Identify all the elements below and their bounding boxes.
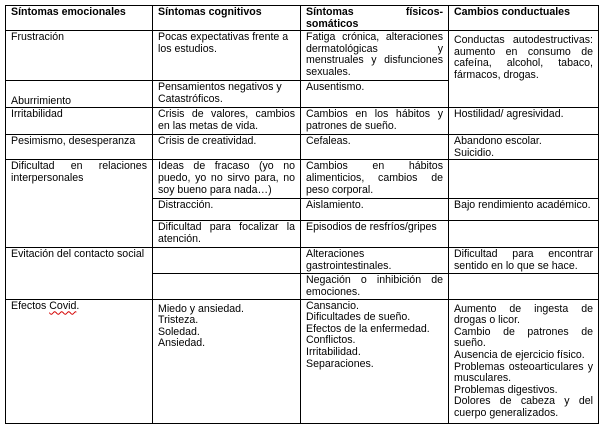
symptoms-table xyxy=(5,5,599,424)
cell-fisico: Aislamiento. xyxy=(301,199,449,221)
text-line: Cansancio. xyxy=(306,299,359,312)
cell-conductual: Dificultad para encontrar sentido en lo que se hace. xyxy=(449,248,599,274)
text-line: Aumento de ingesta de drogas o licor. xyxy=(454,302,593,327)
table-row xyxy=(6,299,599,423)
text-line: Tristeza. xyxy=(158,314,199,327)
cell-fisico: Alteraciones gastrointestinales. xyxy=(301,248,449,274)
cell-cognitivo: Crisis de creatividad. xyxy=(153,135,301,160)
table-row xyxy=(6,135,599,160)
text-fragment: . xyxy=(76,299,80,312)
text-line: Separaciones. xyxy=(306,357,374,370)
cell-cognitivo: Dificultad para focalizar la atención. xyxy=(153,221,301,248)
header-emocionales: Síntomas emocionales xyxy=(6,6,153,31)
cell-emocional xyxy=(6,299,153,423)
cell-fisico xyxy=(301,299,449,423)
cell-emocional: Aburrimiento xyxy=(6,81,153,108)
table-row xyxy=(6,160,599,199)
cell-emocional: Irritabilidad xyxy=(6,108,153,135)
cell-conductual: Bajo rendimiento académico. xyxy=(449,199,599,221)
cell-fisico: Ausentismo. xyxy=(301,81,449,108)
cell-cognitivo: Pensamientos negativos y Catastróficos. xyxy=(153,81,301,108)
cell-emocional: Frustración xyxy=(6,31,153,81)
table-row xyxy=(6,31,599,81)
text-line: Dificultades de sueño. xyxy=(306,311,411,324)
cell-fisico: Cambios en los hábitos y patrones de sueño. xyxy=(301,108,449,135)
cell-emocional: Evitación del contacto social xyxy=(6,248,153,299)
cell-emocional: Dificultad en relaciones interpersonales xyxy=(6,160,153,248)
text-line: Irritabilidad. xyxy=(306,345,361,358)
cell-conductual xyxy=(449,135,599,160)
text-line: Problemas digestivos. xyxy=(454,383,558,396)
cell-cognitivo xyxy=(153,248,301,274)
cell-conductual xyxy=(449,299,599,423)
cell-conductual: Conductas autodestructivas: aumento en consumo de cafeína, alcohol, tabaco, fármacos, drogas. xyxy=(449,31,599,108)
cell-cognitivo: Ideas de fracaso (yo no puedo, yo no sirvo para, no soy bueno para nada…) xyxy=(153,160,301,199)
spellcheck-flagged-word[interactable]: Covid xyxy=(49,299,77,312)
cell-cognitivo xyxy=(153,299,301,423)
cell-fisico: Fatiga crónica, alteraciones dermatológicas y menstruales y disfunciones sexuales. xyxy=(301,31,449,81)
header-fisicos: Síntomas físicos-somáticos xyxy=(301,6,449,31)
header-row xyxy=(6,6,599,31)
text-fragment: Efectos xyxy=(11,299,50,312)
text-line: Ansiedad. xyxy=(158,337,206,350)
text-line: Abandono escolar. xyxy=(454,135,542,148)
text-line: Problemas osteoarticulares y musculares. xyxy=(454,360,593,385)
text-line: Cambio de patrones de sueño. xyxy=(454,325,593,350)
text-line: Dolores de cabeza y del cuerpo generalizados. xyxy=(454,395,593,419)
cell-cognitivo: Distracción. xyxy=(153,199,301,221)
cell-fisico: Cambios en hábitos alimenticios, cambios de peso corporal. xyxy=(301,160,449,199)
header-cognitivos: Síntomas cognitivos xyxy=(153,6,301,31)
text-line: Miedo y ansiedad. xyxy=(158,302,244,315)
cell-fisico: Episodios de resfríos/gripes xyxy=(301,221,449,248)
header-conductuales: Cambios conductuales xyxy=(449,6,599,31)
text-line: Conflictos. xyxy=(306,334,356,347)
cell-cognitivo: Crisis de valores, cambios en las metas de vida. xyxy=(153,108,301,135)
cell-fisico: Negación o inhibición de emociones. xyxy=(301,274,449,299)
cell-fisico: Cefaleas. xyxy=(301,135,449,160)
cell-conductual: Hostilidad/ agresividad. xyxy=(449,108,599,135)
table-row xyxy=(6,248,599,274)
cell-conductual xyxy=(449,221,599,248)
cell-emocional: Pesimismo, desesperanza xyxy=(6,135,153,160)
cell-conductual xyxy=(449,274,599,299)
cell-conductual xyxy=(449,160,599,199)
text-line: Suicidio. xyxy=(454,146,495,159)
cell-cognitivo xyxy=(153,274,301,299)
cell-cognitivo: Pocas expectativas frente a los estudios. xyxy=(153,31,301,81)
text-line: Ausencia de ejercicio físico. xyxy=(454,348,585,361)
text-line: Efectos de la enfermedad. xyxy=(306,322,430,335)
table-row xyxy=(6,108,599,135)
text-line: Soledad. xyxy=(158,325,200,338)
